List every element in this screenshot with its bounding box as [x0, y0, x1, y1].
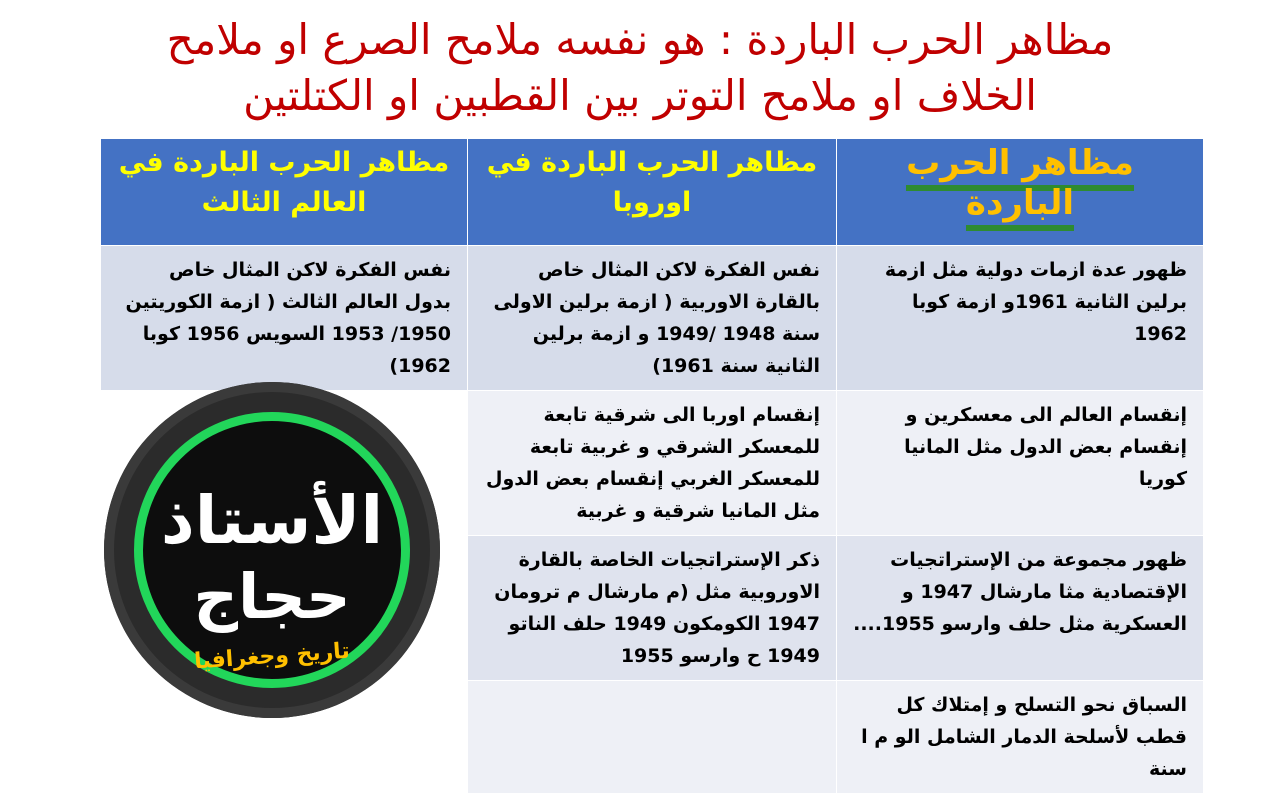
table-cell — [468, 681, 837, 794]
header-third-world: مظاهر الحرب الباردة في العالم الثالث — [101, 139, 468, 246]
header-label: مظاهر الحرب الباردة — [906, 143, 1134, 231]
page-title — [80, 12, 1200, 124]
table-cell: نفس الفكرة لاكن المثال خاص بالقارة الاوربية ( ازمة برلين الاولى سنة 1948 /1949 و ازمة برلين الثانية سنة 1961) — [468, 246, 837, 391]
table-cell: إنقسام العالم الى معسكرين و إنقسام بعض الدول مثل المانيا كوريا — [837, 391, 1204, 536]
table-cell: ذكر الإستراتجيات الخاصة بالقارة الاوروبية مثل (م مارشال م ترومان 1947 الكومكون 1949 حلف الناتو 1949 ح وارسو 1955 — [468, 536, 837, 681]
logo-name: حجاج — [193, 560, 351, 633]
table-cell: إنقسام اوربا الى شرقية تابعة للمعسكر الشرقي و غربية تابعة للمعسكر الغربي إنقسام بعض الدول مثل المانيا شرقية و غربية — [468, 391, 837, 536]
header-cold-war — [837, 139, 1204, 246]
channel-logo — [104, 382, 440, 718]
logo-subtitle: تاريخ وجغرافيا — [193, 638, 351, 675]
table-row — [101, 246, 1204, 391]
title-line-2: الخلاف او ملامح التوتر بين القطبين او الكتلتين — [243, 71, 1037, 120]
table-cell: ظهور مجموعة من الإستراتجيات الإقتصادية مثا مارشال 1947 و العسكرية مثل حلف وارسو 1955.... — [837, 536, 1204, 681]
logo-title: الأستاذ — [160, 482, 384, 559]
table-header-row — [101, 139, 1204, 246]
table-cell: السباق نحو التسلح و إمتلاك كل قطب لأسلحة الدمار الشامل الو م ا سنة — [837, 681, 1204, 794]
title-line-1: مظاهر الحرب الباردة : هو نفسه ملامح الصرع او ملامح — [166, 15, 1114, 64]
header-europe: مظاهر الحرب الباردة في اوروبا — [468, 139, 837, 246]
table-cell: ظهور عدة ازمات دولية مثل ازمة برلين الثانية 1961و ازمة كوبا 1962 — [837, 246, 1204, 391]
table-cell: نفس الفكرة لاكن المثال خاص بدول العالم الثالث ( ازمة الكوريتين 1950/ 1953 السويس 1956 كوبا 1962) — [101, 246, 468, 391]
